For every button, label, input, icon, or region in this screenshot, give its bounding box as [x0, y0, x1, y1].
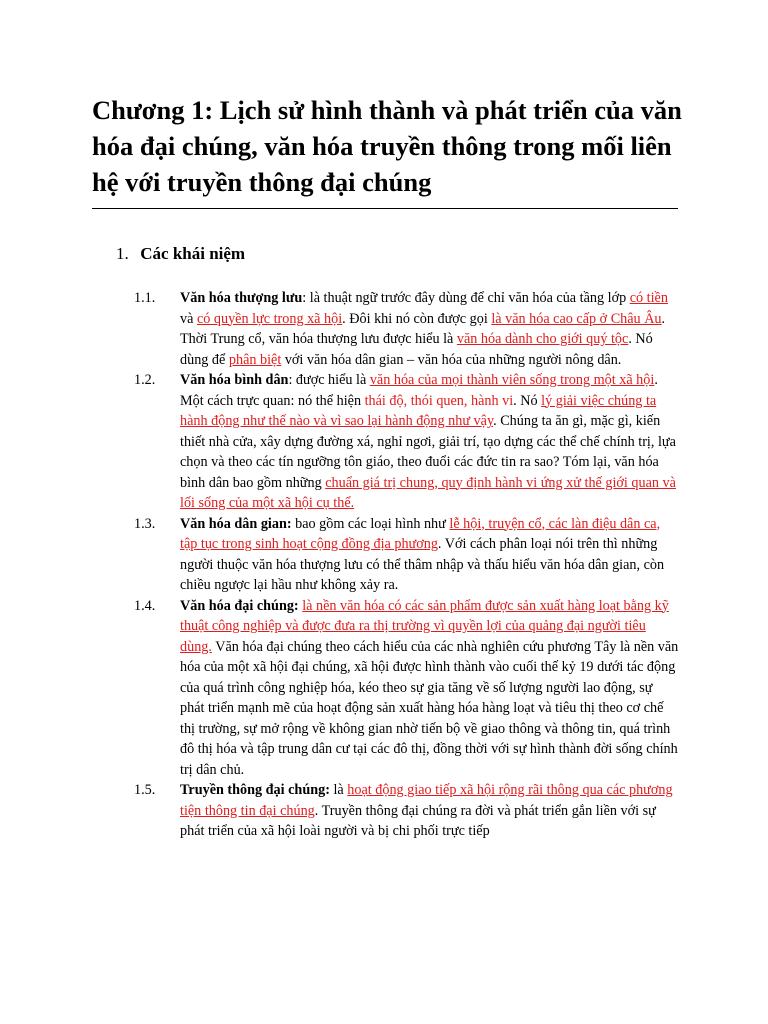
item-number: 1.2. — [134, 372, 156, 388]
item-text: . Với cách phân loại nói trên thì những người thuộc văn hóa thượng lưu có thể thâm nhập và thấu hiểu văn hóa dân gian, còn chiều ngược lại hầu như không xảy ra. — [180, 536, 665, 593]
highlight-text: lý giải việc chúng ta hành động như thế nào và vì sao lại hành động như vậy — [180, 392, 657, 429]
item-body — [180, 288, 680, 370]
item-text: : là thuật ngữ trước đây dùng để chỉ văn hóa của tầng lớp — [302, 290, 630, 306]
item-text: . Chúng ta ăn gì, mặc gì, kiến thiết nhà cửa, xây dựng đường xá, nghỉ ngơi, giải trí, tạo dựng các thể chế chính trị, lựa chọn và theo các tín ngưỡng tôn giáo, theo đuổi các đức tin ra sao? Tóm lại, văn hóa bình dân bao gồm những — [180, 413, 676, 491]
item-text: bao gồm các loại hình như — [291, 515, 450, 532]
definition-list — [0, 288, 768, 842]
item-number: 1.5. — [134, 782, 156, 798]
item-text: . Truyền thông đại chúng ra đời và phát triển gắn liền với sự phát triển của xã hội loài người và bị chi phối trực tiếp — [180, 802, 656, 839]
definition-item — [0, 370, 768, 514]
highlight-text: chuẩn giá trị chung, quy định hành vi ứng xử thế giới quan và lối sống của một xã hội cụ thể. — [180, 474, 676, 511]
highlight-text: là văn hóa cao cấp ở Châu Âu — [491, 310, 662, 327]
item-number: 1.3. — [134, 515, 156, 532]
highlight-text: văn hóa của mọi thành viên sống trong một xã hội — [369, 372, 655, 388]
section-number: 1. — [116, 244, 129, 263]
highlight-text: có quyền lực trong xã hội — [196, 310, 343, 327]
item-term: Văn hóa đại chúng: — [180, 597, 299, 614]
item-body — [180, 596, 680, 781]
item-term: Văn hóa thượng lưu — [180, 290, 303, 306]
item-text: là — [329, 782, 348, 798]
item-text: . Một cách trực quan: nó thể hiện — [180, 372, 658, 409]
item-text: và — [180, 310, 197, 327]
item-term: Văn hóa bình dân — [180, 372, 289, 388]
item-term: Văn hóa dân gian: — [180, 515, 292, 532]
definition-item — [0, 514, 768, 596]
item-body — [180, 370, 680, 514]
chapter-title: Chương 1: Lịch sử hình thành và phát triển của văn hóa đại chúng, văn hóa truyền thông trong mối liên hệ với truyền thông đại chúng — [92, 95, 682, 197]
section-heading — [116, 244, 245, 264]
highlight-text: có tiền — [629, 290, 668, 306]
highlight-text: phân biệt — [228, 351, 282, 368]
item-text: với văn hóa dân gian – văn hóa của những người nông dân. — [281, 351, 622, 368]
item-number: 1.1. — [134, 290, 156, 306]
item-number: 1.4. — [134, 597, 156, 614]
item-term: Truyền thông đại chúng: — [180, 782, 330, 798]
item-text: : được hiểu là — [288, 372, 370, 388]
item-body — [180, 780, 680, 842]
item-text: . Nó — [513, 392, 542, 409]
highlight-text: lễ hội, truyện cổ, các làn điệu dân ca, tập tục trong sinh hoạt cộng đồng địa phương — [180, 515, 661, 552]
title-rule — [92, 208, 678, 209]
definition-item — [0, 288, 768, 370]
highlight-text: thái độ, thói quen, hành vi — [364, 392, 514, 409]
item-text: . Đôi khi nó còn được gọi — [342, 310, 492, 327]
item-text: . Thời Trung cổ, văn hóa thượng lưu được hiểu là — [180, 310, 666, 347]
highlight-text: hoạt động giao tiếp xã hội rộng rãi thông qua các phương tiện thông tin đại chúng — [180, 782, 673, 819]
definition-item — [0, 780, 768, 842]
highlight-text: văn hóa dành cho giới quý tộc — [456, 331, 629, 347]
item-text: Văn hóa đại chúng theo cách hiểu của các nhà nghiên cứu phương Tây là nền văn hóa của một xã hội đại chúng, xã hội được hình thành vào cuối thế kỷ 19 dưới tác động của quá trình công nghiệp hóa, kéo theo sự gia tăng về số lượng người lao động, sự phát triển mạnh mẽ của hoạt động sản xuất hàng hóa hàng loạt và tiêu thị theo cơ chế thị trường, sự mở rộng về không gian nhờ tiến bộ về giao thông và thông tin, quá trình đô thị hóa và tập trung dân cư tại các đô thị, đồng thời với sự hình thành đời sống chính trị dân chủ. — [180, 638, 679, 778]
definition-item — [0, 596, 768, 781]
section-label: Các khái niệm — [140, 244, 246, 263]
item-text: . Nó dùng để — [180, 331, 653, 368]
highlight-text: là nền văn hóa có các sản phẩm được sản xuất hàng loạt bằng kỹ thuật công nghiệp và được đưa ra thị trường vì quyền lợi của quảng đại người tiêu dùng. — [180, 597, 669, 655]
item-body — [180, 514, 680, 596]
